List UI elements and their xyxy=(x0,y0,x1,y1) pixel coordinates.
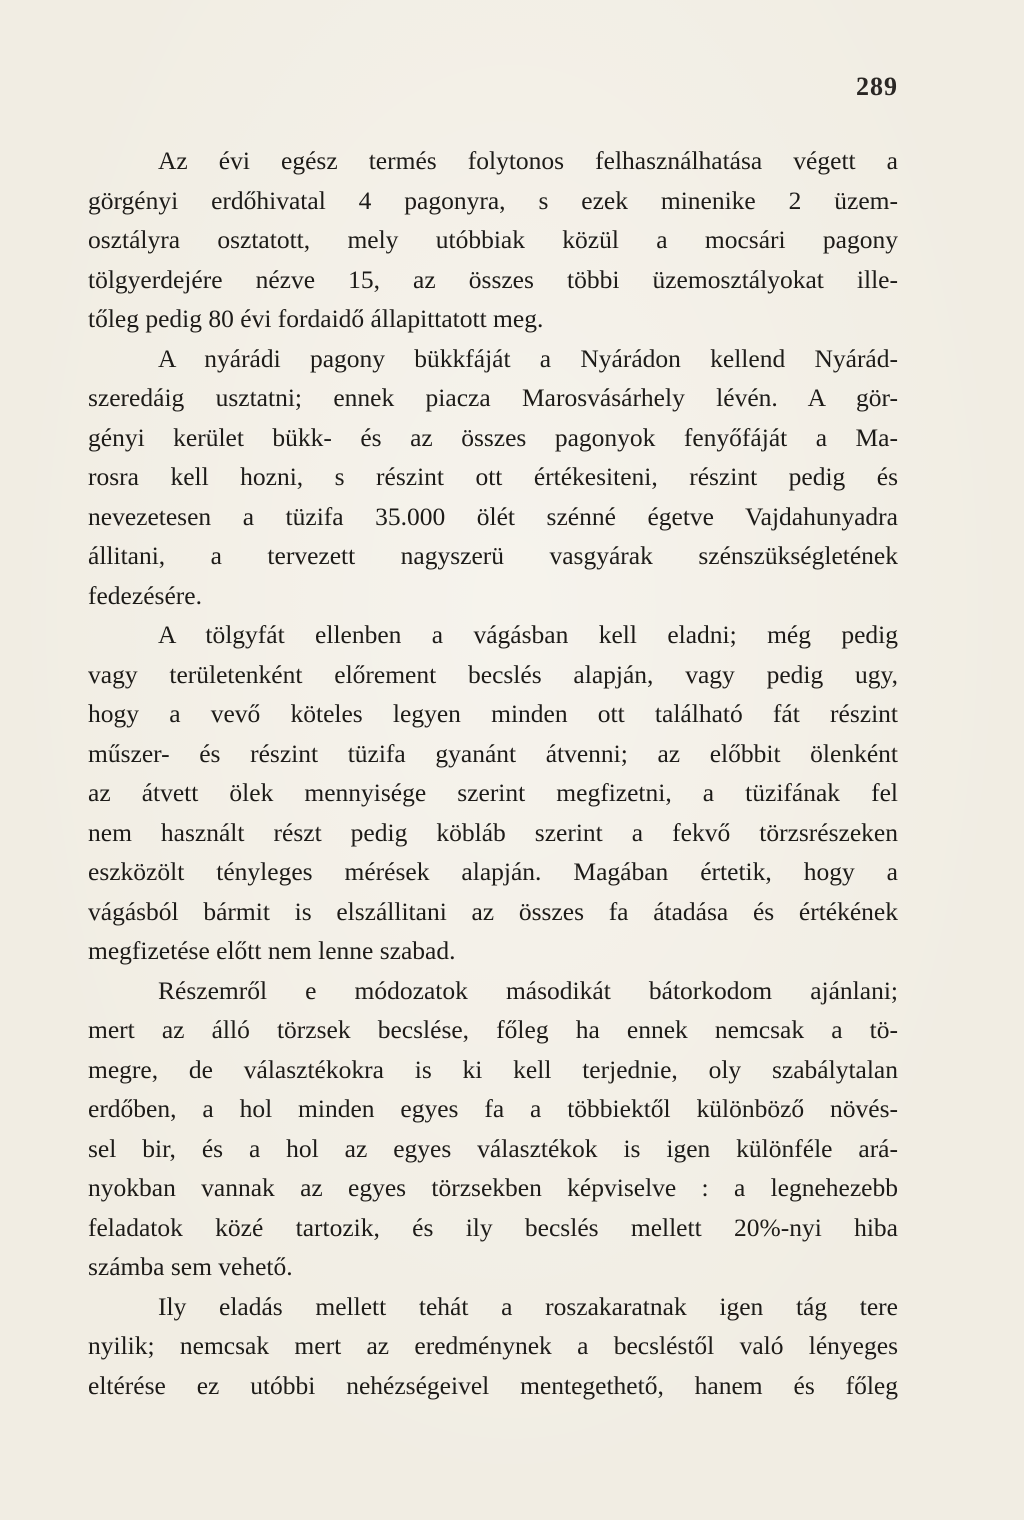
text-line: mert az álló törzsek becslése, főleg ha ennek nemcsak a tö- xyxy=(88,1015,898,1044)
text-line: osztályra osztatott, mely utóbbiak közül a mocsári pagony xyxy=(88,225,898,254)
text-line: tőleg pedig 80 évi fordaidő állapittatott meg. xyxy=(88,304,544,333)
text-line: megre, de választékokra is ki kell terjednie, oly szabálytalan xyxy=(88,1054,898,1084)
text-line: tölgyerdejére nézve 15, az összes többi üzemosztályokat ille- xyxy=(88,264,898,294)
text-line: vágásból bármit is elszállitani az összes fa átadása és értékének xyxy=(88,896,898,926)
text-line: görgényi erdőhivatal 4 pagonyra, s ezek minenike 2 üzem- xyxy=(88,185,898,215)
text-line: Az évi egész termés folytonos felhasználhatása végett a xyxy=(158,146,898,175)
text-line: állitani, a tervezett nagyszerü vasgyárak szénszükségletének xyxy=(88,541,898,570)
text-line: nyokban vannak az egyes törzsekben képviselve : a legnehezebb xyxy=(88,1173,898,1202)
body-text xyxy=(88,141,898,1405)
text-line: erdőben, a hol minden egyes fa a többiektől különböző növés- xyxy=(88,1094,898,1123)
text-line: gényi kerület bükk- és az összes pagonyok fenyőfáját a Ma- xyxy=(88,422,898,452)
text-line: feladatok közé tartozik, és ily becslés mellett 20%-nyi hiba xyxy=(88,1212,898,1242)
text-line: fedezésére. xyxy=(88,580,202,610)
text-line: A nyárádi pagony bükkfáját a Nyárádon kellend Nyárád- xyxy=(158,343,898,373)
text-line: szeredáig usztatni; ennek piacza Marosvásárhely lévén. A gör- xyxy=(88,383,898,412)
text-line: megfizetése előtt nem lenne szabad. xyxy=(88,936,456,965)
text-line: A tölgyfát ellenben a vágásban kell eladni; még pedig xyxy=(158,620,898,649)
text-line: Ily eladás mellett tehát a roszakaratnak igen tág tere xyxy=(158,1291,898,1321)
text-line: nyilik; nemcsak mert az eredménynek a becsléstől való lényeges xyxy=(88,1331,898,1360)
text-line: vagy területenként előrement becslés alapján, vagy pedig ugy, xyxy=(88,659,898,689)
text-line: műszer- és részint tüzifa gyanánt átvenni; az előbbit ölenként xyxy=(88,738,898,768)
text-line: nem használt részt pedig köbláb szerint a fekvő törzsrészeken xyxy=(88,817,898,847)
text-line: eltérése ez utóbbi nehézségeivel mentegethető, hanem és főleg xyxy=(88,1370,898,1400)
text-line: számba sem vehető. xyxy=(88,1252,293,1281)
text-line: rosra kell hozni, s részint ott értékesiteni, részint pedig és xyxy=(88,462,898,491)
text-line: sel bir, és a hol az egyes választékok is igen különféle ará- xyxy=(88,1133,898,1163)
text-line: hogy a vevő köteles legyen minden ott található fát részint xyxy=(88,699,898,728)
text-line: Részemről e módozatok másodikát bátorkodom ajánlani; xyxy=(158,975,898,1005)
text-line: nevezetesen a tüzifa 35.000 ölét szénné égetve Vajdahunyadra xyxy=(88,501,898,531)
page-number: 289 xyxy=(856,72,898,101)
text-line: az átvett ölek mennyisége szerint megfizetni, a tüzifának fel xyxy=(88,778,898,807)
text-line: eszközölt tényleges mérések alapján. Magában értetik, hogy a xyxy=(88,857,898,886)
